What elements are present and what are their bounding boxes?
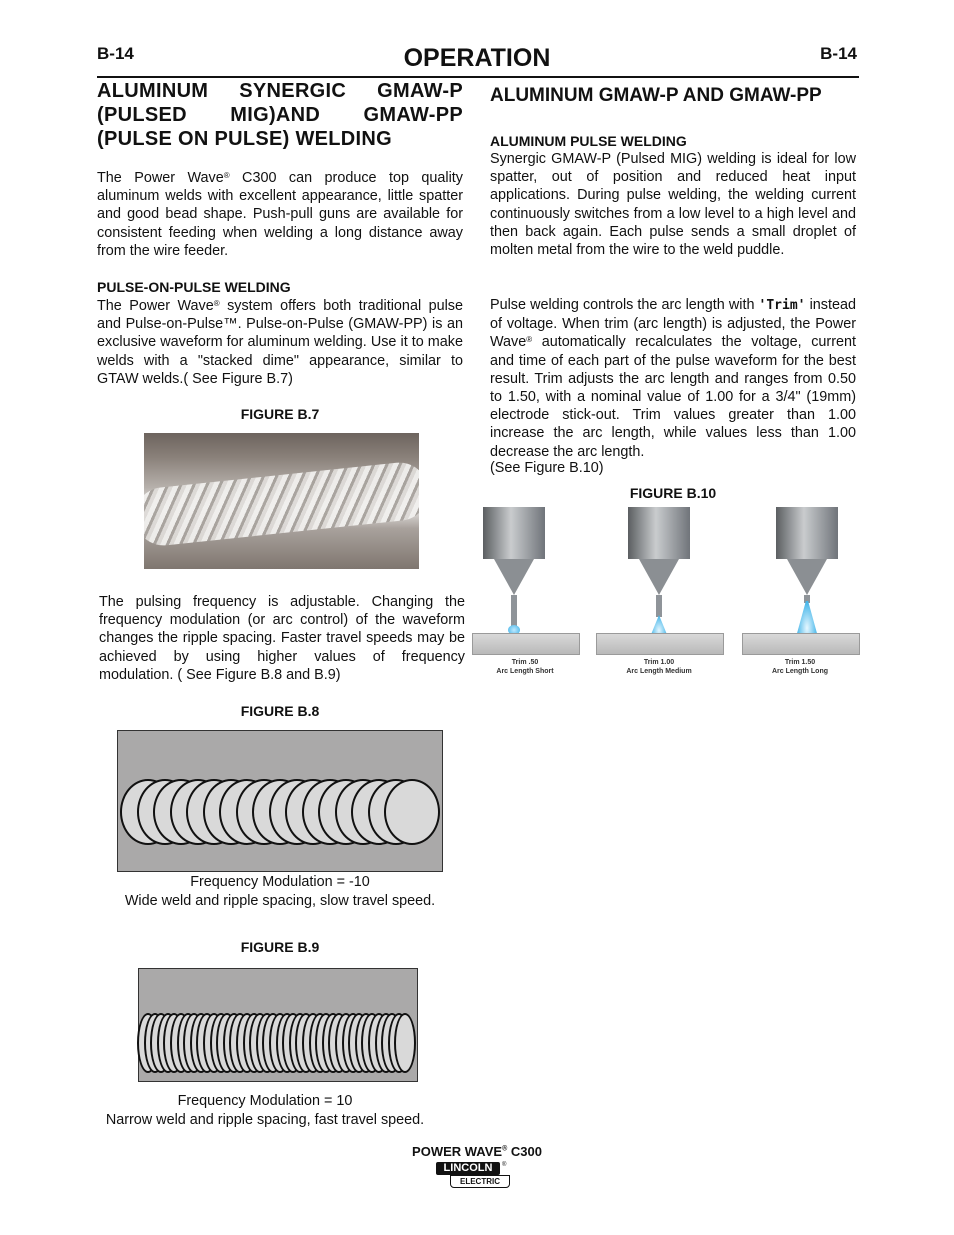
- figure-b9-label: FIGURE B.9: [240, 939, 320, 955]
- left-heading: ALUMINUM SYNERGIC GMAW-P (PULSED MIG)AND GMAW-PP (PULSE ON PULSE) WELDING: [97, 80, 463, 150]
- see-figure-b10: (See Figure B.10): [490, 460, 604, 476]
- figure-b7-label: FIGURE B.7: [240, 406, 320, 422]
- figure-b9-weld-diagram: [138, 968, 418, 1082]
- page-code-right: B-14: [820, 44, 857, 63]
- footer-product-name: POWER WAVE® C300: [412, 1144, 542, 1159]
- lincoln-electric-logo: LINCOLN ® ELECTRIC: [436, 1162, 510, 1188]
- trim-label-long: Trim 1.50 Arc Length Long: [772, 659, 828, 675]
- pulse-paragraph-2: Pulse welding controls the arc length with 'Trim' instead of voltage. When trim (arc length) is adjusted, the Power Wave® automatically recalculates the voltage, current and time of each part of the pulse waveform for the best result. Trim adjusts the arc length and ranges from 0.50 to 1.50, with a nominal value of 1.00 for a 3/4" (19mm) electrode stick-out. Trim values greater than 1.00 increase the arc length, while values less than 1.00 decrease the arc length.: [490, 297, 856, 460]
- trim-label-medium: Trim 1.00 Arc Length Medium: [626, 659, 692, 675]
- page-code-left: B-14: [97, 44, 134, 63]
- pulse-paragraph-1: Synergic GMAW-P (Pulsed MIG) welding is ideal for low spatter, out of position and reduced heat input applications. During pulse welding, the welding current continuously switches from a low level to a high level and then back again. Each pulse sends a small droplet of molten metal from the wire to the weld puddle.: [490, 151, 856, 259]
- figure-b8-weld-diagram: [117, 730, 443, 872]
- pulse-on-pulse-heading: PULSE-ON-PULSE WELDING: [97, 279, 291, 295]
- figure-b10-trim-diagram: [470, 505, 859, 685]
- header-rule: [97, 76, 859, 78]
- trim-label-short: Trim .50 Arc Length Short: [496, 659, 554, 675]
- aluminum-pulse-heading: ALUMINUM PULSE WELDING: [490, 133, 687, 149]
- figure-b8-caption: Frequency Modulation = -10 Wide weld and ripple spacing, slow travel speed.: [124, 874, 436, 909]
- intro-paragraph: The Power Wave® C300 can produce top quality aluminum welds with excellent appearance, little spatter and good bead shape. Push-pull guns are available for consistent feeding when welding a long distance away from the wire feeder.: [97, 170, 464, 259]
- figure-b9-caption: Frequency Modulation = 10 Narrow weld and ripple spacing, fast travel speed.: [105, 1093, 425, 1128]
- figure-b8-label: FIGURE B.8: [240, 703, 320, 719]
- right-heading: ALUMINUM GMAW-P AND GMAW-PP: [490, 85, 822, 106]
- pulse-on-pulse-paragraph: The Power Wave® system offers both traditional pulse and Pulse-on-Pulse™. Pulse-on-Pulse (GMAW-PP) is an exclusive waveform for aluminum welding. Use it to make welds with a "stacked dime" appearance, similar to GTAW welds.( See Figure B.7): [97, 298, 463, 387]
- figure-b10-label: FIGURE B.10: [629, 485, 717, 501]
- page-title: OPERATION: [403, 44, 551, 72]
- frequency-paragraph: The pulsing frequency is adjustable. Changing the frequency modulation (or arc control) of the waveform changes the ripple spacing. Faster travel speeds may be achieved by using higher values of frequency modulation. ( See Figure B.8 and B.9): [99, 594, 465, 683]
- weld-ripple: [384, 779, 440, 845]
- weld-ripple: [394, 1013, 416, 1073]
- figure-b7-weld-photo: [144, 433, 419, 569]
